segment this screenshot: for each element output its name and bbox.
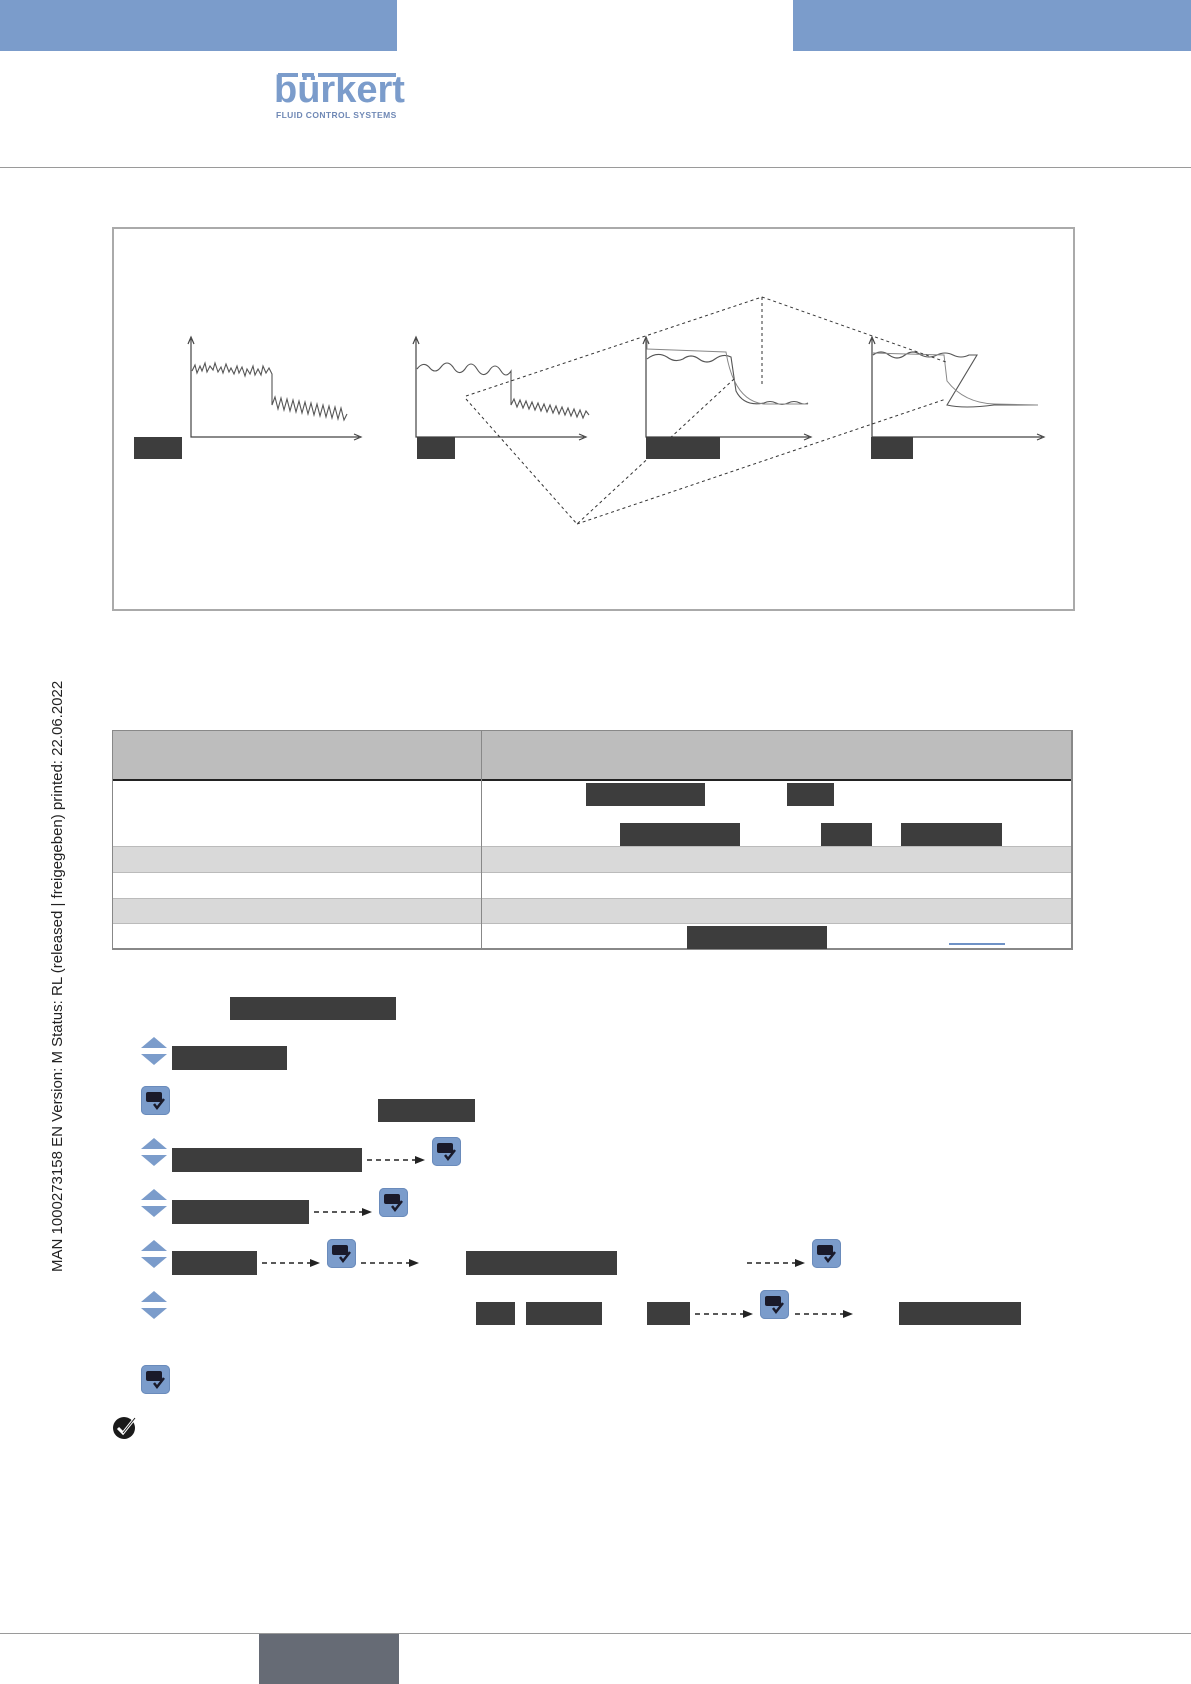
up-down-arrows-icon [140, 1036, 168, 1066]
table-row [113, 898, 1072, 923]
step-redacted [466, 1251, 617, 1275]
dashed-arrow [262, 1258, 322, 1268]
step-redacted [172, 1251, 257, 1275]
step-redacted [172, 1046, 287, 1070]
header-divider [0, 167, 1191, 168]
table-border [112, 948, 1073, 950]
dashed-arrow [361, 1258, 421, 1268]
step-redacted [172, 1148, 362, 1172]
step-redacted [476, 1302, 515, 1325]
table-header-divider [112, 779, 1073, 781]
table-column-divider [481, 730, 482, 950]
table-row [113, 847, 1072, 872]
confirm-icon [760, 1290, 789, 1319]
confirm-icon [432, 1137, 461, 1166]
confirm-icon [812, 1239, 841, 1268]
table-cell-redacted [901, 823, 1002, 846]
page-number-tab [259, 1634, 399, 1684]
dashed-arrow [747, 1258, 807, 1268]
confirm-icon [141, 1365, 170, 1394]
table-border [112, 730, 113, 950]
confirm-icon [327, 1239, 356, 1268]
dashed-arrow [314, 1207, 374, 1217]
brand-tagline: FLUID CONTROL SYSTEMS [276, 110, 397, 120]
table-cell-redacted [787, 783, 834, 806]
step-redacted [378, 1099, 475, 1122]
step-redacted [172, 1200, 309, 1224]
table-cell-redacted [586, 783, 705, 806]
header-bar-left [0, 0, 397, 51]
header-bar-right [793, 0, 1191, 51]
table-link-underline[interactable] [949, 943, 1005, 945]
response-figure [112, 227, 1075, 611]
up-down-arrows-icon [140, 1290, 168, 1320]
table-cell-redacted [620, 823, 740, 846]
step-redacted [526, 1302, 602, 1325]
table-row-divider [112, 846, 1073, 847]
step-redacted [647, 1302, 690, 1325]
checkmark-circle-icon [112, 1414, 138, 1440]
dashed-arrow [695, 1309, 755, 1319]
step-redacted [899, 1302, 1021, 1325]
up-down-arrows-icon [140, 1188, 168, 1218]
up-down-arrows-icon [140, 1137, 168, 1167]
table-cell-redacted [821, 823, 872, 846]
confirm-icon [379, 1188, 408, 1217]
dashed-arrow [367, 1155, 427, 1165]
panel-label-4 [871, 437, 913, 459]
panel-label-2 [417, 437, 455, 459]
up-down-arrows-icon [140, 1239, 168, 1269]
table-header-row [113, 731, 1072, 779]
dashed-arrow [795, 1309, 855, 1319]
panel-label-1 [134, 437, 182, 459]
step-intro-redacted [230, 997, 396, 1020]
document-status-note: MAN 1000273158 EN Version: M Status: RL (released | freigegeben) printed: 22.06.2022 [49, 680, 66, 1272]
table-cell-redacted [687, 926, 827, 949]
panel-label-3 [646, 437, 720, 459]
confirm-icon [141, 1086, 170, 1115]
table-row-divider [112, 872, 1073, 873]
table-row-divider [112, 923, 1073, 924]
table-border [1071, 730, 1073, 950]
response-curves-graphic [114, 229, 1077, 613]
footer-divider [0, 1633, 1191, 1634]
table-border [112, 730, 1073, 731]
brand-logo: bürkert [274, 69, 405, 111]
table-row-divider [112, 898, 1073, 899]
